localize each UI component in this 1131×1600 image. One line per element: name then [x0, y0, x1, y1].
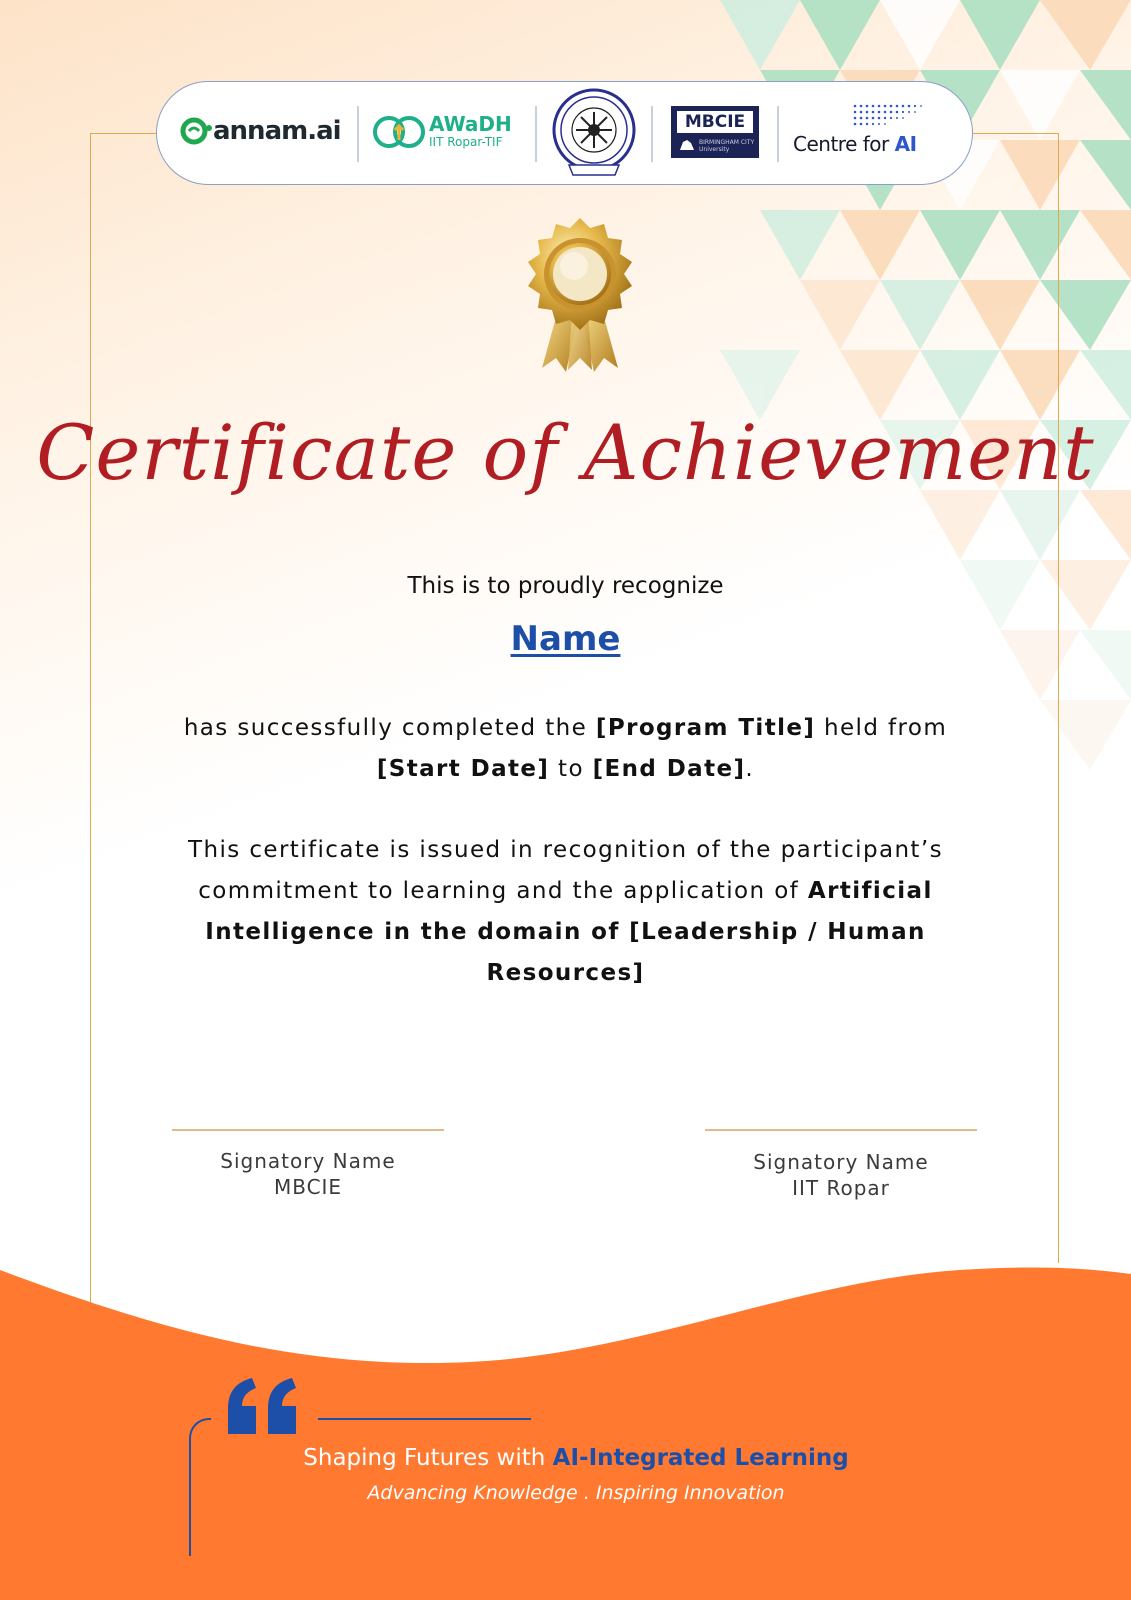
birmingham-lion-icon: [679, 138, 695, 152]
frame-line-top-right: [970, 133, 1059, 134]
annam-logo-icon: [179, 116, 213, 146]
awadh-logo-title: AWaDH: [429, 112, 512, 136]
logo-separator: [535, 106, 537, 162]
mbcie-logo-text: MBCIE: [677, 111, 753, 133]
awadh-logo-icon: [371, 112, 425, 152]
centre-for-ai-text: Centre for AI: [793, 132, 917, 156]
annam-logo: [179, 116, 341, 146]
frame-line-right: [1058, 133, 1059, 1263]
completion-paragraph: has successfully completed the [Program Title] held from [Start Date] to [End Date].: [183, 715, 948, 782]
footer-subtagline: Advancing Knowledge . Inspiring Innovation: [367, 1482, 785, 1504]
certificate-title: Certificate of Achievement: [36, 408, 1095, 497]
footer-tagline: Shaping Futures with AI-Integrated Learning: [303, 1445, 849, 1471]
gold-medal-icon: [520, 218, 640, 374]
logo-separator: [777, 106, 779, 162]
frame-line-left: [90, 133, 91, 1303]
awadh-logo-subtitle: IIT Ropar-TIF: [429, 135, 503, 149]
program-title: [Program Title]: [595, 715, 816, 741]
quote-mark-icon: [224, 1378, 300, 1438]
signatory-name: Signatory Name: [753, 1150, 929, 1174]
signatory-right: [705, 1149, 977, 1201]
mbcie-logo: [671, 106, 759, 158]
start-date: [Start Date]: [376, 756, 550, 782]
logo-bar: [156, 81, 973, 185]
recognize-line: This is to proudly recognize: [407, 573, 724, 599]
signatory-org: IIT Ropar: [792, 1176, 890, 1200]
signatory-name: Signatory Name: [220, 1149, 396, 1173]
signatory-org: MBCIE: [273, 1175, 343, 1199]
end-date: [End Date]: [592, 756, 746, 782]
iit-ropar-logo: [549, 87, 639, 183]
recognition-paragraph: This certificate is issued in recognition of the participant’s commitment to learning and the application of Artificial Intelligence in the domain of [Leadership / Human Resources]: [188, 837, 943, 986]
signatory-left: [172, 1148, 444, 1200]
tagline-highlight: AI-Integrated Learning: [552, 1445, 849, 1471]
frame-line-top-left: [90, 133, 160, 134]
mbcie-logo-subtitle: BIRMINGHAM CITY University: [699, 139, 755, 153]
recipient-name: Name: [510, 619, 621, 659]
logo-separator: [651, 106, 653, 162]
orange-wave-footer: [0, 1250, 1131, 1600]
awadh-logo: [371, 112, 512, 152]
dot-grid-icon: [851, 102, 929, 130]
domain-text: Artificial Intelligence in the domain of [Leadership / Human Resources]: [205, 878, 933, 986]
quote-underline: [318, 1418, 531, 1420]
annam-logo-text: annam.ai: [213, 116, 341, 146]
signature-line-right: [705, 1129, 977, 1131]
iit-ropar-seal-icon: [549, 87, 639, 179]
signature-line-left: [172, 1129, 444, 1131]
logo-separator: [357, 106, 359, 162]
